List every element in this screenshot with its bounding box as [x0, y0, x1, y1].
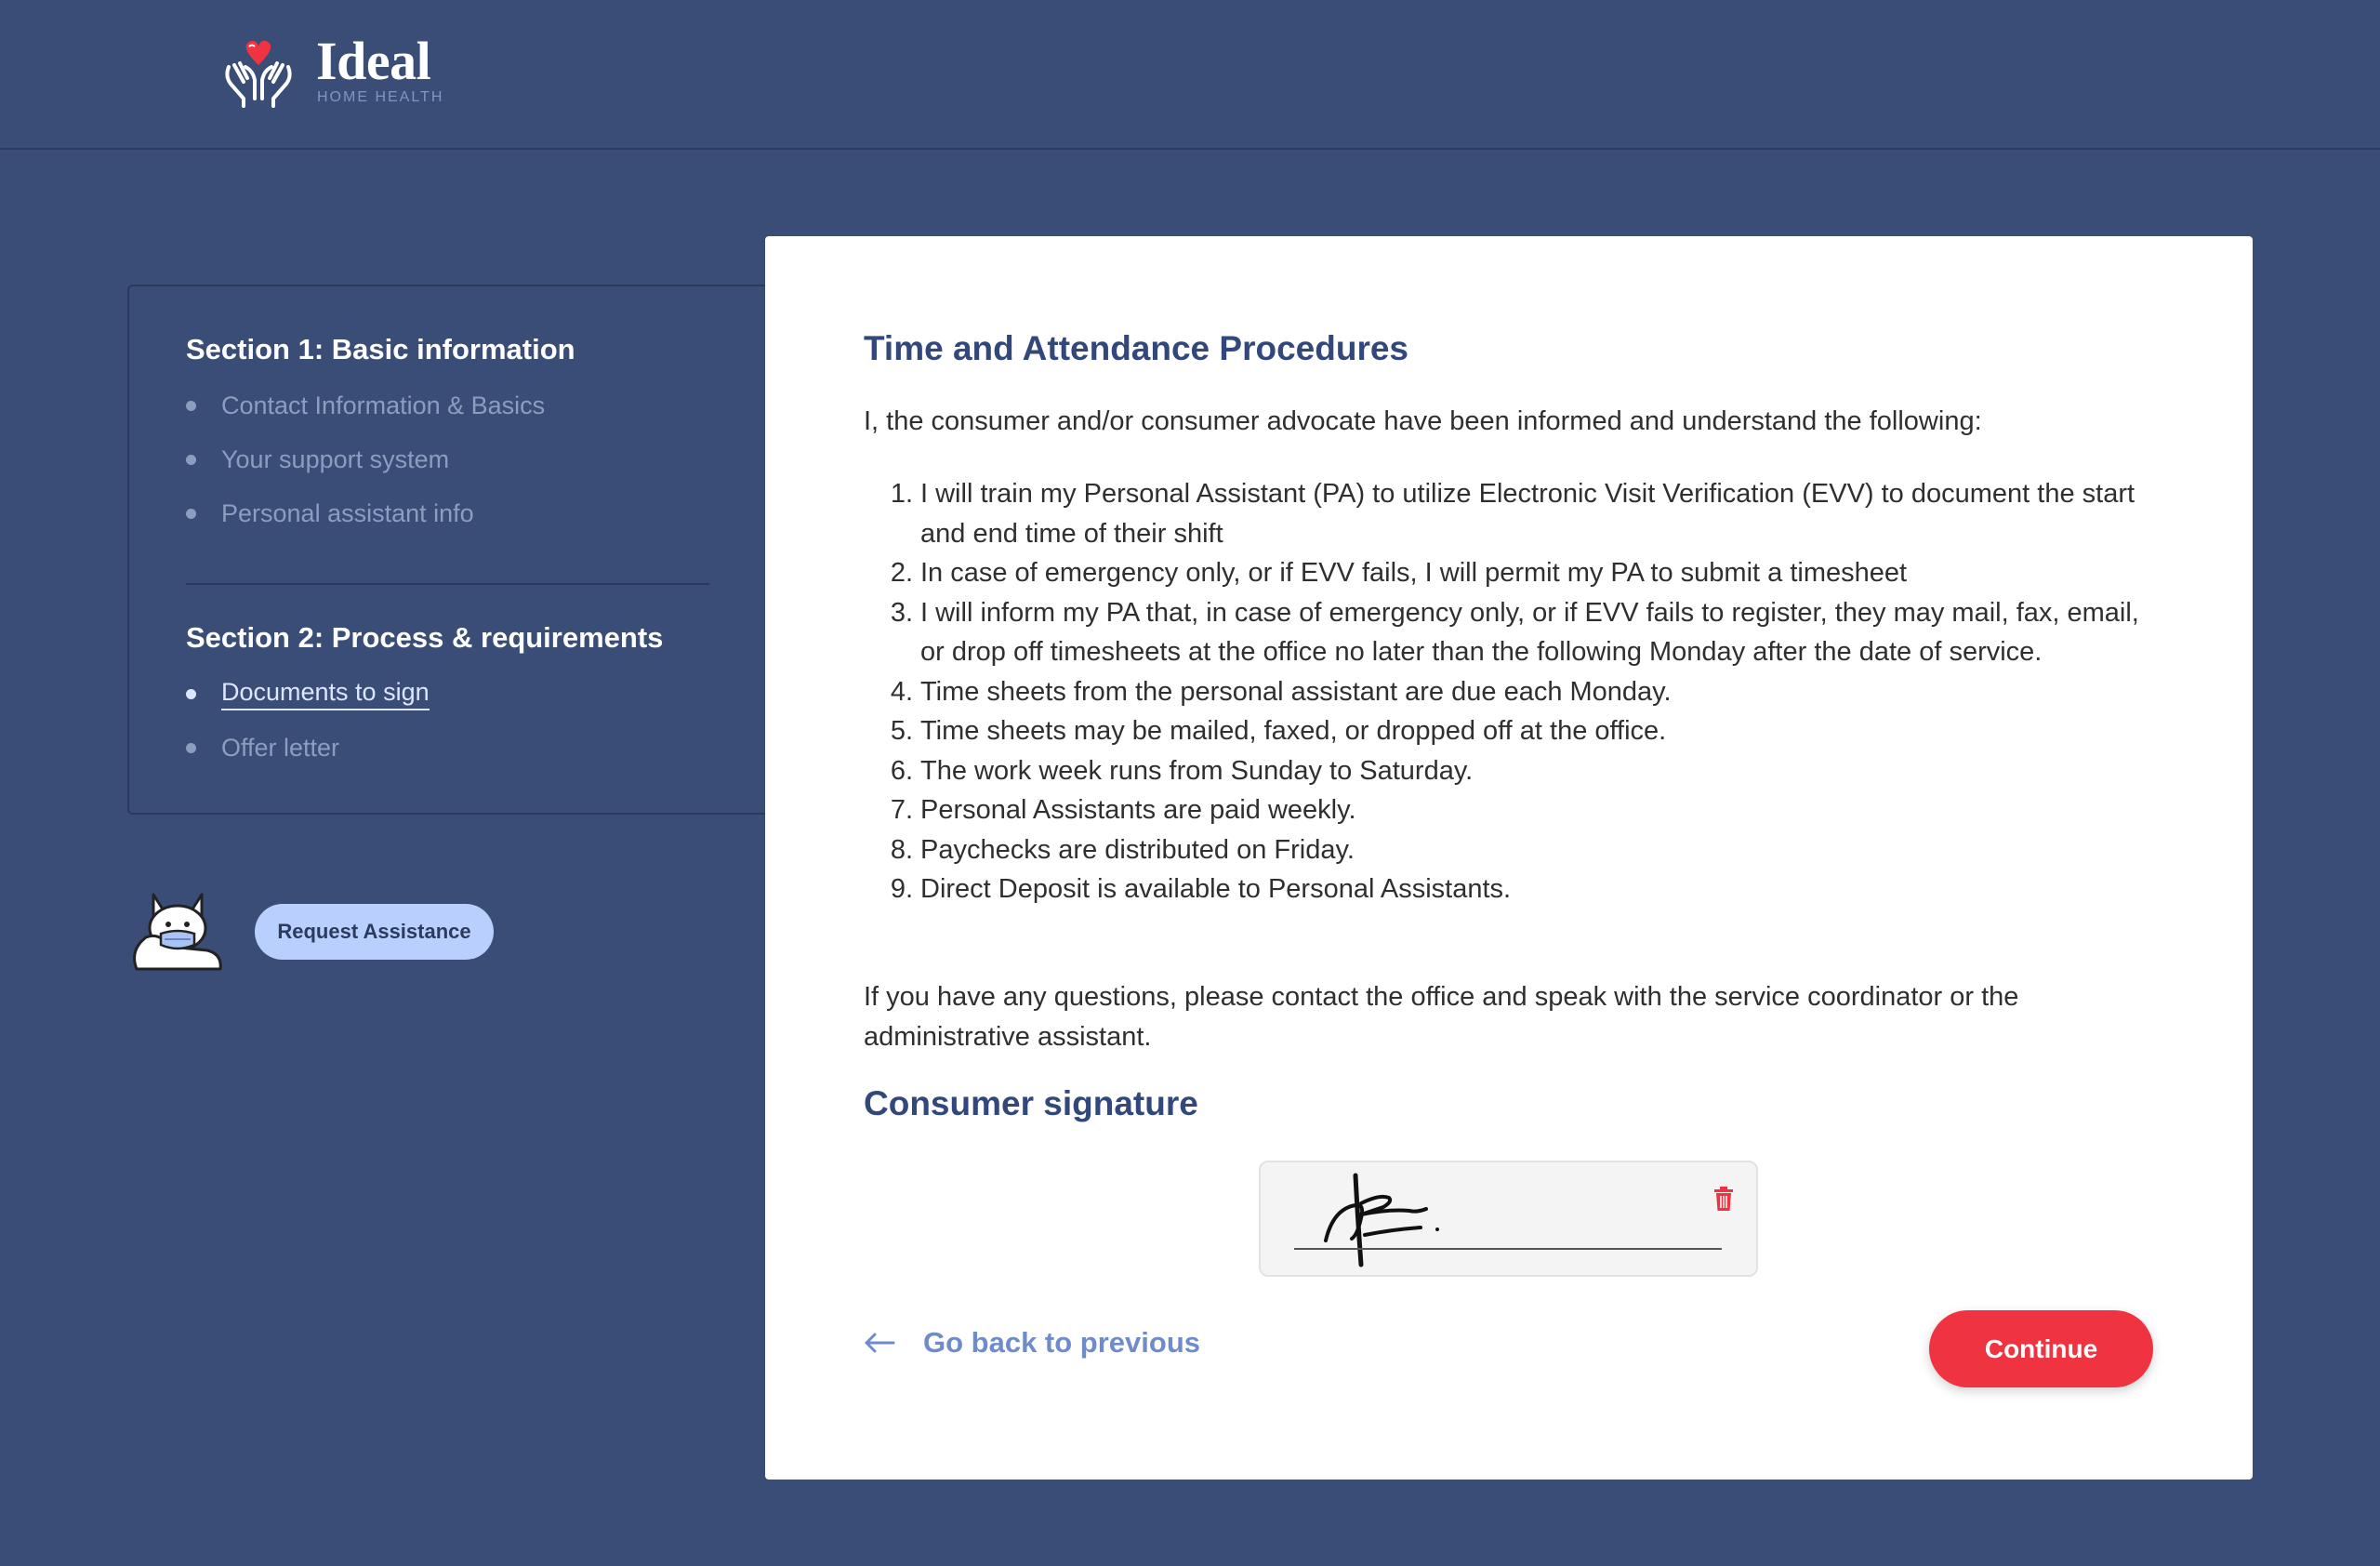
request-assistance-button[interactable]: Request Assistance: [255, 904, 494, 960]
procedures-list: [864, 474, 2165, 909]
list-item: [864, 672, 2165, 712]
nav-item-label: Contact Information & Basics: [221, 392, 546, 419]
trash-icon[interactable]: [1712, 1186, 1735, 1212]
brand-name: Ideal: [316, 31, 431, 91]
go-back-label: Go back to previous: [923, 1326, 1201, 1359]
bullet-icon: [186, 509, 196, 519]
list-item: [864, 751, 2165, 791]
list-text: The work week runs from Sunday to Saturday.: [920, 755, 1474, 786]
list-text: I will train my Personal Assistant (PA) to utilize Electronic Visit Verification (EVV) to document the start and end time of their shift: [920, 479, 2135, 549]
list-number: 3.: [890, 597, 913, 628]
list-item: [864, 474, 2165, 553]
brand-tagline: HOME HEALTH: [317, 89, 444, 105]
list-number: 2.: [890, 558, 913, 588]
list-text: Direct Deposit is available to Personal Assistants.: [920, 874, 1512, 904]
list-item: [864, 790, 2165, 830]
document-card: [765, 236, 2253, 1480]
list-number: 1.: [890, 479, 913, 509]
list-number: 7.: [890, 795, 913, 825]
signature-pad[interactable]: [1259, 1161, 1758, 1277]
go-back-link[interactable]: [864, 1324, 1200, 1361]
nav-item-documents-to-sign[interactable]: [186, 678, 430, 710]
section-divider: [186, 583, 709, 585]
list-text: Paychecks are distributed on Friday.: [920, 834, 1355, 865]
list-text: Personal Assistants are paid weekly.: [920, 795, 1356, 825]
arrow-left-icon: [864, 1332, 895, 1354]
dog-mascot-icon: [127, 887, 228, 975]
progress-sidebar: [127, 285, 769, 815]
signature-line: [1294, 1248, 1722, 1250]
continue-button[interactable]: Continue: [1929, 1310, 2153, 1387]
list-text: Time sheets from the personal assistant are due each Monday.: [920, 676, 1672, 707]
document-intro: I, the consumer and/or consumer advocate have been informed and understand the following:: [864, 406, 1982, 436]
list-item: [864, 830, 2165, 870]
list-number: 4.: [890, 676, 913, 707]
list-text: Time sheets may be mailed, faxed, or dropped off at the office.: [920, 716, 1667, 746]
bullet-icon: [186, 743, 196, 753]
list-item: [864, 593, 2165, 672]
signature-drawing: [1316, 1166, 1512, 1268]
list-text: In case of emergency only, or if EVV fails, I will permit my PA to submit a timesheet: [920, 558, 1908, 588]
nav-item-label: Personal assistant info: [221, 499, 474, 527]
nav-item-personal-assistant-info[interactable]: [186, 499, 474, 528]
nav-item-offer-letter[interactable]: [186, 734, 339, 763]
list-text: I will inform my PA that, in case of emergency only, or if EVV fails to register, they may mail, fax, email, or drop off timesheets at the office no later than the following Monday after the date of service.: [920, 597, 2139, 667]
nav-item-support-system[interactable]: [186, 445, 449, 474]
list-number: 9.: [890, 874, 913, 904]
list-number: 6.: [890, 755, 913, 786]
list-item: [864, 553, 2165, 593]
document-closing: If you have any questions, please contact the office and speak with the service coordinator or the administrative assistant.: [864, 982, 2019, 1052]
signature-title: Consumer signature: [864, 1084, 1198, 1122]
bullet-icon: [186, 455, 196, 465]
list-number: 8.: [890, 834, 913, 865]
list-item: [864, 869, 2165, 909]
document-title: Time and Attendance Procedures: [864, 329, 1409, 367]
bullet-icon: [186, 689, 196, 699]
section-1-title: Section 1: Basic information: [186, 333, 575, 365]
list-item: [864, 711, 2165, 751]
nav-item-label: Documents to sign: [221, 678, 430, 710]
list-number: 5.: [890, 716, 913, 746]
hands-heart-icon: [221, 37, 296, 108]
section-2-title: Section 2: Process & requirements: [186, 621, 664, 654]
top-header: [0, 0, 2380, 150]
nav-item-label: Offer letter: [221, 734, 340, 762]
nav-item-contact-info[interactable]: [186, 392, 545, 420]
nav-item-label: Your support system: [221, 445, 450, 473]
bullet-icon: [186, 401, 196, 411]
